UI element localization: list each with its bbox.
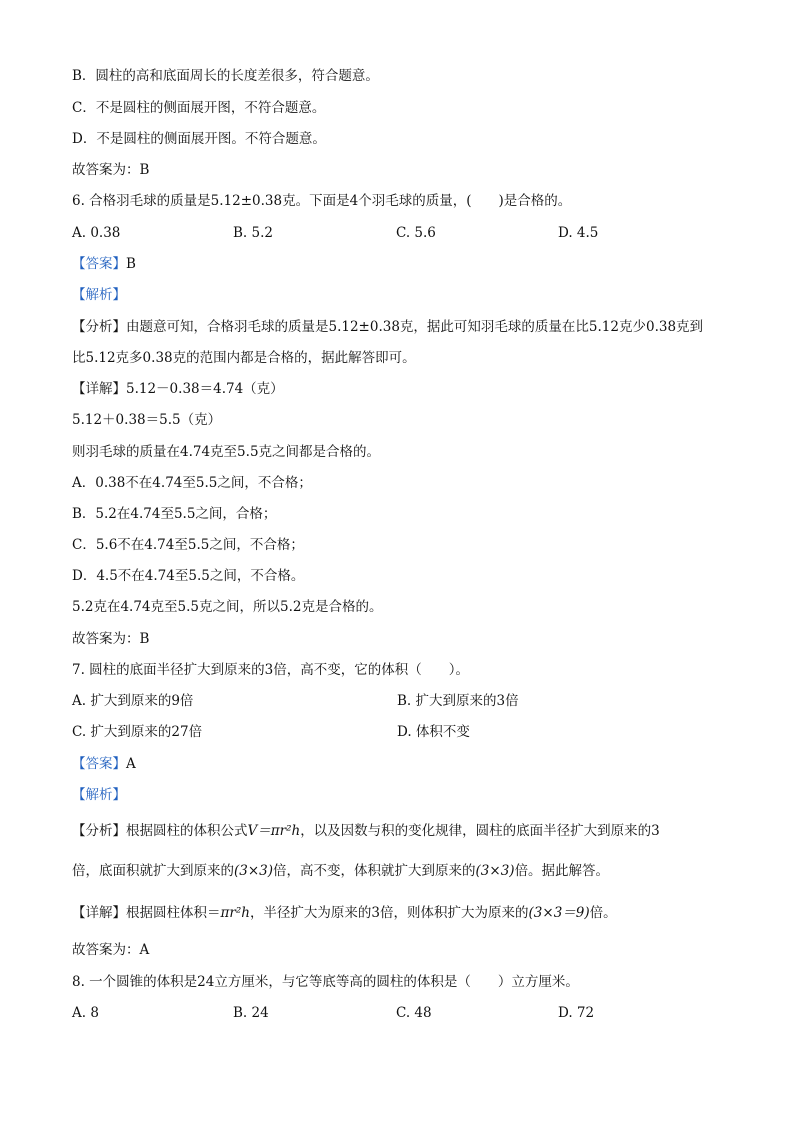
fenxi-tag: 【分析】: [72, 823, 126, 839]
xiangjie-text: 根据圆柱体积＝: [126, 905, 221, 921]
text-line: 故答案为：A: [72, 942, 150, 958]
question-6-stem: 6. 合格羽毛球的质量是5.12±0.38克。下面是4个羽毛球的质量，( )是合格的。: [72, 193, 572, 209]
math-expression: (3×3): [475, 863, 515, 879]
q7-analysis-heading: [72, 786, 126, 804]
answer-value: A: [126, 756, 136, 772]
text-line: B．圆柱的高和底面周长的长度差很多，符合题意。: [72, 68, 379, 84]
text-line: 5.2克在4.74克至5.5克之间，所以5.2克是合格的。: [72, 599, 383, 615]
text-line: B．5.2在4.74至5.5之间，合格；: [72, 506, 277, 522]
q6-option-a: A. 0.38: [72, 225, 121, 241]
text-line: A．0.38不在4.74至5.5之间，不合格；: [72, 475, 312, 491]
fenxi-text: 由题意可知，合格羽毛球的质量是5.12±0.38克，据此可知羽毛球的质量在比5.12克少0.38克到: [126, 319, 704, 335]
q7-option-d: D. 体积不变: [397, 724, 470, 740]
q7-option-b: B. 扩大到原来的3倍: [397, 693, 519, 709]
q6-option-d: D. 4.5: [558, 225, 599, 241]
text-line: 5.12＋0.38＝5.5（克）: [72, 412, 222, 428]
xiangjie-tag: 【详解】: [72, 381, 126, 397]
math-expression: (3×3): [234, 863, 274, 879]
analysis-tag: 【解析】: [72, 287, 126, 303]
q6-analysis-heading: [72, 286, 126, 304]
q6-xiangjie-line: [72, 380, 284, 398]
q7-xiangjie-line: [72, 904, 617, 922]
q7-option-a: A. 扩大到原来的9倍: [72, 693, 194, 709]
xiangjie-tag: 【详解】: [72, 905, 126, 921]
q7-answer: [72, 755, 136, 773]
formula-volume: πr²h: [220, 905, 250, 921]
xiangjie-text: ，半径扩大为原来的3倍，则体积扩大为原来的: [249, 905, 529, 921]
q8-option-d: D. 72: [558, 1005, 595, 1021]
q6-option-b: B. 5.2: [233, 225, 273, 241]
text-line: C．不是圆柱的侧面展开图，不符合题意。: [72, 100, 326, 116]
q6-option-c: C. 5.6: [396, 225, 436, 241]
answer-tag: 【答案】: [72, 756, 126, 772]
q6-answer: [72, 255, 136, 273]
formula-volume: V＝πr²h: [247, 823, 301, 839]
q7-fenxi-line-2: [72, 862, 609, 880]
xiangjie-text: 5.12－0.38＝4.74（克）: [126, 381, 284, 397]
text-line: D．4.5不在4.74至5.5之间，不合格。: [72, 568, 305, 584]
text-line: 则羽毛球的质量在4.74克至5.5克之间都是合格的。: [72, 444, 381, 460]
q8-option-b: B. 24: [233, 1005, 269, 1021]
answer-value: B: [126, 256, 136, 272]
fenxi-text: 倍，底面积就扩大到原来的: [72, 863, 234, 879]
fenxi-text: 倍。据此解答。: [514, 863, 610, 879]
question-7-stem: 7. 圆柱的底面半径扩大到原来的3倍，高不变，它的体积（ ）。: [72, 662, 470, 678]
fenxi-text: 倍，高不变，体积就扩大到原来的: [273, 863, 476, 879]
fenxi-text: ，以及因数与积的变化规律，圆柱的底面半径扩大到原来的3: [300, 823, 660, 839]
q7-fenxi-line: [72, 822, 660, 840]
fenxi-tag: 【分析】: [72, 319, 126, 335]
text-line: D．不是圆柱的侧面展开图。不符合题意。: [72, 131, 326, 147]
q8-option-c: C. 48: [396, 1005, 432, 1021]
text-line: 故答案为：B: [72, 162, 150, 178]
math-expression: (3×3＝9): [528, 905, 590, 921]
q6-fenxi-line: [72, 318, 703, 336]
answer-tag: 【答案】: [72, 256, 126, 272]
text-line: C．5.6不在4.74至5.5之间，不合格；: [72, 537, 304, 553]
q7-option-c: C. 扩大到原来的27倍: [72, 724, 203, 740]
analysis-tag: 【解析】: [72, 787, 126, 803]
fenxi-text: 根据圆柱的体积公式: [126, 823, 248, 839]
xiangjie-text: 倍。: [589, 905, 617, 921]
text-line: 比5.12克多0.38克的范围内都是合格的，据此解答即可。: [72, 350, 416, 366]
q8-option-a: A. 8: [72, 1005, 99, 1021]
question-8-stem: 8. 一个圆锥的体积是24立方厘米，与它等底等高的圆柱的体积是（ ）立方厘米。: [72, 974, 579, 990]
text-line: 故答案为：B: [72, 631, 150, 647]
